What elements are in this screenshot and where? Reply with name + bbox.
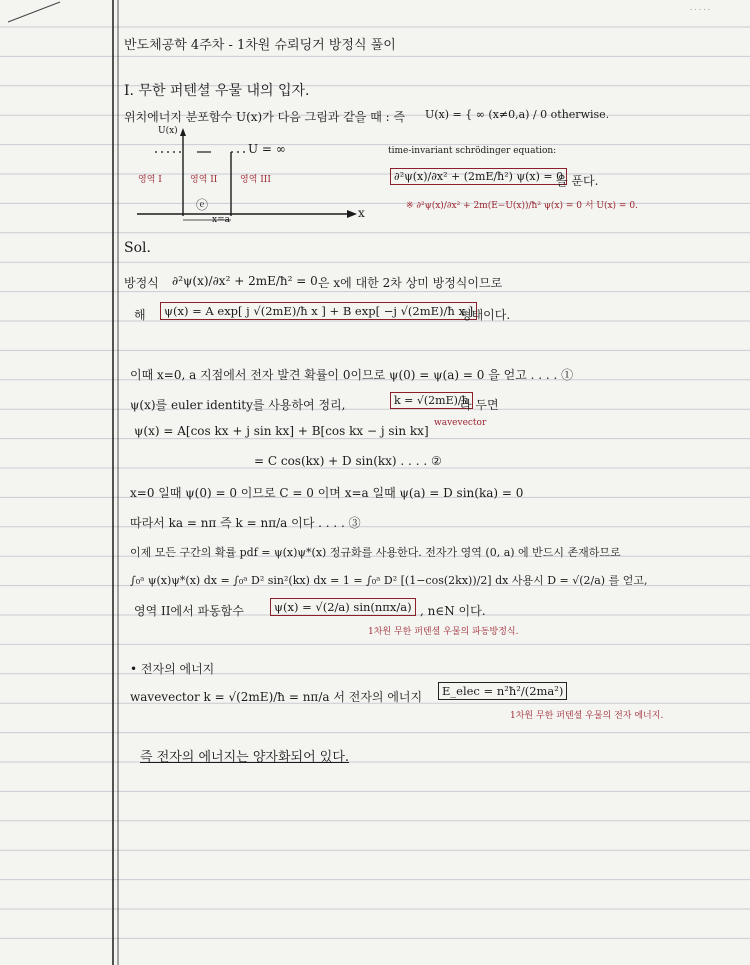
wavefunction-line-post: , n∈N 이다. bbox=[420, 604, 486, 618]
euler-line-pre: ψ(x)를 euler identity를 사용하여 정리, bbox=[130, 398, 346, 412]
region-3-label: 영역 III bbox=[240, 175, 271, 185]
solution-line1-pre: 방정식 bbox=[124, 276, 159, 290]
general-solution: ψ(x) = A exp[ j √(2mE)/ħ x ] + B exp[ −j √(2mE)/ħ x ] bbox=[160, 302, 477, 320]
x-axis-label: x bbox=[358, 206, 365, 220]
wavevector-note: wavevector bbox=[434, 418, 487, 428]
section-heading: I. 무한 퍼텐셜 우물 내의 입자. bbox=[124, 83, 310, 99]
wavevector-box: k = √(2mE)/ħ bbox=[390, 392, 473, 409]
schrodinger-equation: ∂²ψ(x)/∂x² + (2mE/ħ²) ψ(x) = 0 bbox=[390, 168, 567, 185]
energy-box: E_elec = n²ħ²/(2ma²) bbox=[438, 682, 567, 700]
equation-note: ※ ∂²ψ(x)/∂x² + 2m(E−U(x))/ħ² ψ(x) = 0 서 U(x) = 0. bbox=[406, 201, 638, 211]
energy-line: wavevector k = √(2mE)/ħ = nπ/a 서 전자의 에너지 bbox=[130, 690, 423, 704]
solution-line2-pre: 해 bbox=[134, 308, 146, 322]
axis-label-y: U(x) bbox=[158, 126, 178, 136]
coefficient-line: x=0 일때 ψ(0) = 0 이므로 C = 0 이며 x=a 일때 ψ(a) = D sin(ka) = 0 bbox=[130, 486, 524, 500]
quantization-line: 따라서 ka = nπ 즉 k = nπ/a 이다 . . . . ③ bbox=[130, 516, 361, 530]
solution-line2-post: 형태이다. bbox=[460, 308, 511, 322]
psi-expansion-line: ψ(x) = A[cos kx + j sin kx] + B[cos kx − j sin kx] bbox=[134, 424, 429, 438]
potential-definition: U(x) = { ∞ (x≠0,a) / 0 otherwise. bbox=[425, 108, 610, 121]
solution-line1-post: 은 x에 대한 2차 상미 방정식이므로 bbox=[318, 276, 503, 290]
u-infinity-label: U = ∞ bbox=[248, 142, 286, 156]
equation-suffix: 을 푼다. bbox=[556, 174, 599, 188]
boundary-condition-line: 이때 x=0, a 지점에서 전자 발견 확률이 0이므로 ψ(0) = ψ(a) = 0 을 얻고 . . . . ① bbox=[130, 368, 574, 382]
wavefunction-box: ψ(x) = √(2/a) sin(nπx/a) bbox=[270, 598, 416, 616]
potential-intro: 위치에너지 분포함수 U(x)가 다음 그림과 같을 때 : 즉 bbox=[124, 110, 406, 124]
schrodinger-label: time-invariant schrödinger equation: bbox=[388, 146, 557, 156]
x-equals-a-label: x=a bbox=[212, 215, 230, 225]
conclusion: 즉 전자의 에너지는 양자화되어 있다. bbox=[140, 750, 350, 765]
energy-heading: • 전자의 에너지 bbox=[130, 662, 215, 676]
region-1-label: 영역 I bbox=[138, 175, 162, 185]
wavefunction-line-pre: 영역 II에서 파동함수 bbox=[134, 604, 244, 618]
solution-line1-eq: ∂²ψ(x)/∂x² + 2mE/ħ² = 0 bbox=[172, 274, 318, 288]
integral-line: ∫₀ᵃ ψ(x)ψ*(x) dx = ∫₀ᵃ D² sin²(kx) dx = 1 = ∫₀ᵃ D² [(1−cos(2kx))/2] dx 사용시 D = √(2/a) 를 얻고, bbox=[130, 574, 648, 587]
electron-marker: ⓔ bbox=[196, 198, 209, 212]
svg-text:· · · · ·: · · · · · bbox=[690, 6, 711, 14]
normalization-line: 이제 모든 구간의 확률 pdf = ψ(x)ψ*(x) 정규화를 사용한다. 전자가 영역 (0, a) 에 반드시 존재하므로 bbox=[130, 546, 621, 559]
psi-simplified-line: = C cos(kx) + D sin(kx) . . . . ② bbox=[254, 454, 442, 468]
wavefunction-note: 1차원 무한 퍼텐셜 우물의 파동방정식. bbox=[368, 627, 519, 637]
energy-note: 1차원 무한 퍼텐셜 우물의 전자 에너지. bbox=[510, 711, 664, 721]
region-2-label: 영역 II bbox=[190, 175, 218, 185]
page-title: 반도체공학 4주차 - 1차원 슈뢰딩거 방정식 풀이 bbox=[124, 38, 396, 53]
solution-label: Sol. bbox=[124, 240, 151, 256]
euler-line-post: 라 두면 bbox=[460, 398, 499, 412]
